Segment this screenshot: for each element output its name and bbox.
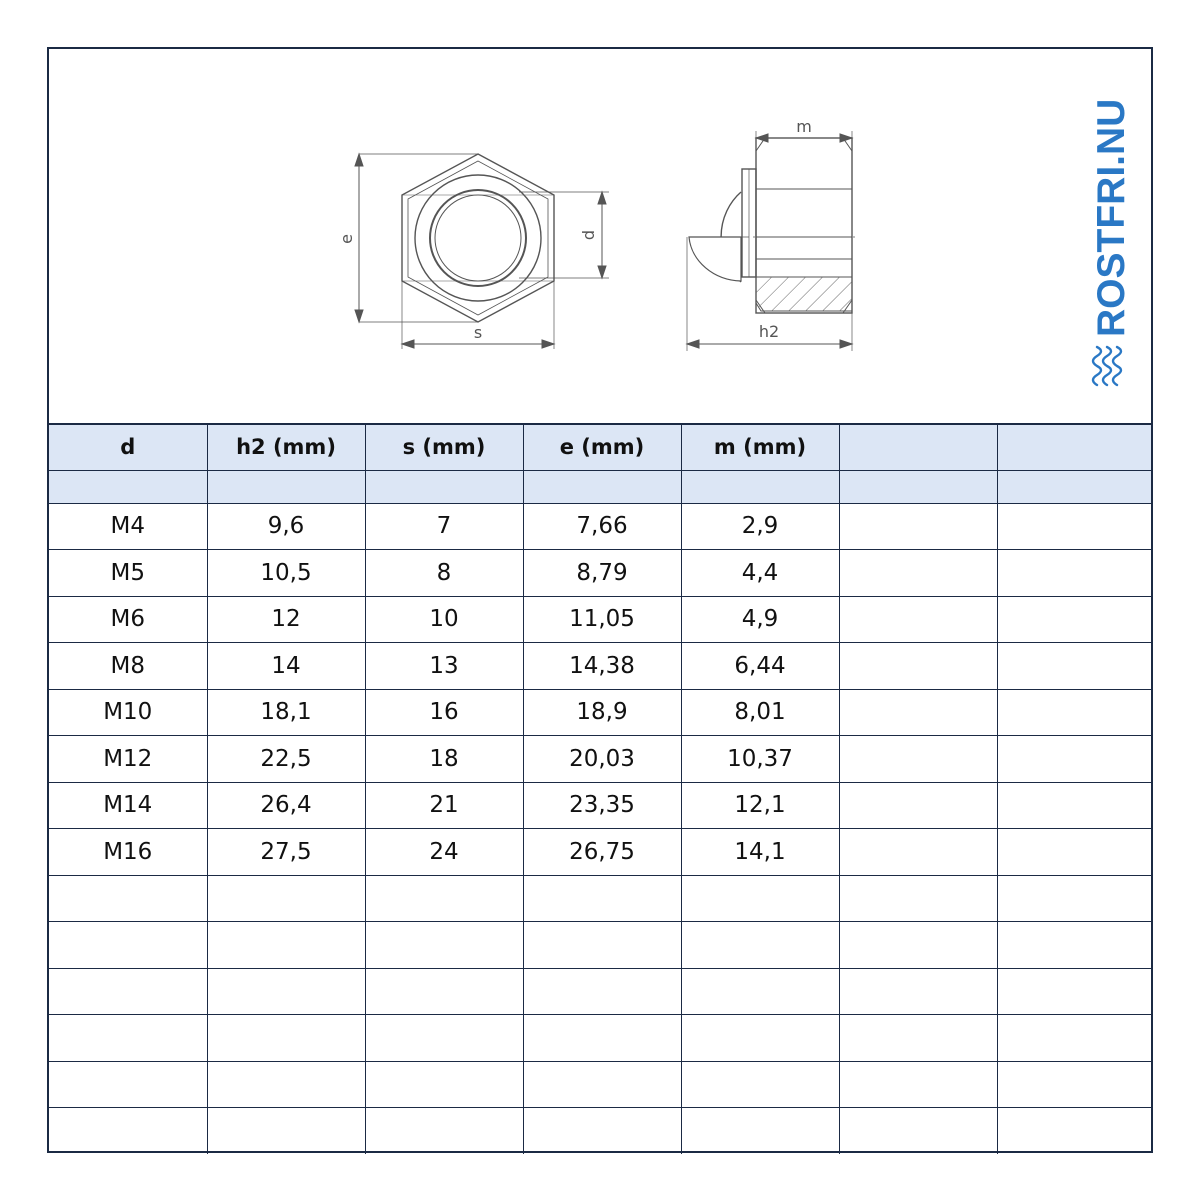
table-row xyxy=(49,596,1151,643)
table-cell xyxy=(207,875,365,922)
table-cell xyxy=(997,875,1151,922)
table-cell: 4,4 xyxy=(681,550,839,597)
table-cell xyxy=(839,470,997,503)
table-cell xyxy=(681,1108,839,1155)
brand-logo xyxy=(1081,89,1141,399)
dim-d-label: d xyxy=(579,229,598,241)
wave-icon xyxy=(1093,347,1121,385)
table-cell xyxy=(839,643,997,690)
table-cell xyxy=(839,1108,997,1155)
header-h2: h2 (mm) xyxy=(207,424,365,470)
technical-drawing xyxy=(49,49,1151,423)
table-cell xyxy=(49,470,207,503)
table-cell: M16 xyxy=(49,829,207,876)
table-cell: M12 xyxy=(49,736,207,783)
nut-front-view xyxy=(402,154,554,322)
table-cell xyxy=(523,968,681,1015)
table-cell: 14 xyxy=(207,643,365,690)
table-row xyxy=(49,643,1151,690)
table-cell xyxy=(365,922,523,969)
table-row xyxy=(49,1108,1151,1155)
table-cell xyxy=(49,922,207,969)
table-cell xyxy=(997,503,1151,550)
table-cell xyxy=(207,470,365,503)
table-cell: 26,4 xyxy=(207,782,365,829)
table-cell: 8,01 xyxy=(681,689,839,736)
table-cell: M10 xyxy=(49,689,207,736)
table-cell: 12,1 xyxy=(681,782,839,829)
table-cell: M8 xyxy=(49,643,207,690)
table-row xyxy=(49,829,1151,876)
header-m: m (mm) xyxy=(681,424,839,470)
table-cell xyxy=(997,1015,1151,1062)
header-s: s (mm) xyxy=(365,424,523,470)
dim-s-label: s xyxy=(473,323,483,342)
table-cell: 18,9 xyxy=(523,689,681,736)
table-cell xyxy=(997,689,1151,736)
table-cell: 13 xyxy=(365,643,523,690)
header-e: e (mm) xyxy=(523,424,681,470)
table-row xyxy=(49,689,1151,736)
table-cell xyxy=(839,596,997,643)
table-cell: 14,38 xyxy=(523,643,681,690)
table-cell: 18 xyxy=(365,736,523,783)
table-cell: 21 xyxy=(365,782,523,829)
dim-e-label: e xyxy=(337,234,356,244)
table-row xyxy=(49,922,1151,969)
table-cell xyxy=(839,1061,997,1108)
table-cell xyxy=(997,1108,1151,1155)
table-cell: 27,5 xyxy=(207,829,365,876)
table-cell: 8,79 xyxy=(523,550,681,597)
table-cell xyxy=(997,596,1151,643)
table-cell xyxy=(681,968,839,1015)
table-cell xyxy=(997,829,1151,876)
table-cell xyxy=(523,1061,681,1108)
table-cell: M14 xyxy=(49,782,207,829)
dim-e xyxy=(355,154,478,322)
table-cell: 22,5 xyxy=(207,736,365,783)
nut-side-view xyxy=(689,138,857,313)
table-row xyxy=(49,503,1151,550)
table-cell xyxy=(523,1015,681,1062)
table-cell xyxy=(839,503,997,550)
table-cell: 2,9 xyxy=(681,503,839,550)
table-cell xyxy=(997,550,1151,597)
table-cell: 8 xyxy=(365,550,523,597)
table-cell xyxy=(49,1108,207,1155)
table-row xyxy=(49,782,1151,829)
table-cell: 10,5 xyxy=(207,550,365,597)
table-cell xyxy=(365,1015,523,1062)
spec-sheet xyxy=(47,47,1153,1153)
table-cell xyxy=(681,1015,839,1062)
table-cell: 10,37 xyxy=(681,736,839,783)
table-cell xyxy=(365,875,523,922)
dim-m-label: m xyxy=(796,117,812,136)
table-cell xyxy=(997,1061,1151,1108)
header-d: d xyxy=(49,424,207,470)
header-empty-2 xyxy=(997,424,1151,470)
table-cell xyxy=(365,470,523,503)
table-cell xyxy=(839,1015,997,1062)
table-cell xyxy=(997,922,1151,969)
table-cell: 10 xyxy=(365,596,523,643)
table-cell xyxy=(365,968,523,1015)
table-cell xyxy=(365,1061,523,1108)
table-cell xyxy=(997,470,1151,503)
table-cell xyxy=(997,968,1151,1015)
table-row xyxy=(49,968,1151,1015)
table-cell xyxy=(997,643,1151,690)
table-cell xyxy=(681,875,839,922)
table-cell xyxy=(681,922,839,969)
table-cell: 9,6 xyxy=(207,503,365,550)
table-cell xyxy=(523,875,681,922)
table-row xyxy=(49,1061,1151,1108)
table-cell xyxy=(523,470,681,503)
dimensions-table xyxy=(49,423,1151,1154)
header-empty-1 xyxy=(839,424,997,470)
table-cell: 23,35 xyxy=(523,782,681,829)
table-cell xyxy=(839,782,997,829)
table-cell: 20,03 xyxy=(523,736,681,783)
table-cell: 26,75 xyxy=(523,829,681,876)
table-cell xyxy=(839,689,997,736)
table-row xyxy=(49,550,1151,597)
table-cell xyxy=(839,829,997,876)
table-cell xyxy=(49,1015,207,1062)
table-cell: 18,1 xyxy=(207,689,365,736)
dim-h2-label: h2 xyxy=(758,322,780,341)
table-cell: 14,1 xyxy=(681,829,839,876)
table-cell: 7 xyxy=(365,503,523,550)
table-row xyxy=(49,875,1151,922)
table-cell xyxy=(207,968,365,1015)
table-cell: 12 xyxy=(207,596,365,643)
table-cell xyxy=(997,782,1151,829)
table-row xyxy=(49,736,1151,783)
table-cell xyxy=(997,736,1151,783)
table-cell: 16 xyxy=(365,689,523,736)
table-cell xyxy=(49,968,207,1015)
brand-name: ROSTFRI.NU xyxy=(1090,98,1133,337)
table-cell xyxy=(839,968,997,1015)
table-cell xyxy=(681,1061,839,1108)
table-cell xyxy=(681,470,839,503)
table-cell: M5 xyxy=(49,550,207,597)
table-cell: M6 xyxy=(49,596,207,643)
table-cell xyxy=(207,1108,365,1155)
table-cell xyxy=(49,1061,207,1108)
table-cell xyxy=(839,875,997,922)
table-cell: 4,9 xyxy=(681,596,839,643)
table-cell xyxy=(839,550,997,597)
header-band-row xyxy=(49,470,1151,503)
table-cell xyxy=(365,1108,523,1155)
table-cell xyxy=(839,736,997,783)
table-header-row xyxy=(49,424,1151,470)
table-cell xyxy=(523,922,681,969)
table-row xyxy=(49,1015,1151,1062)
table-cell: 11,05 xyxy=(523,596,681,643)
table-cell xyxy=(207,1015,365,1062)
table-cell xyxy=(523,1108,681,1155)
table-cell: 24 xyxy=(365,829,523,876)
table-cell: M4 xyxy=(49,503,207,550)
table-cell xyxy=(49,875,207,922)
table-cell xyxy=(207,1061,365,1108)
table-cell xyxy=(839,922,997,969)
table-cell: 7,66 xyxy=(523,503,681,550)
table-cell: 6,44 xyxy=(681,643,839,690)
table-cell xyxy=(207,922,365,969)
